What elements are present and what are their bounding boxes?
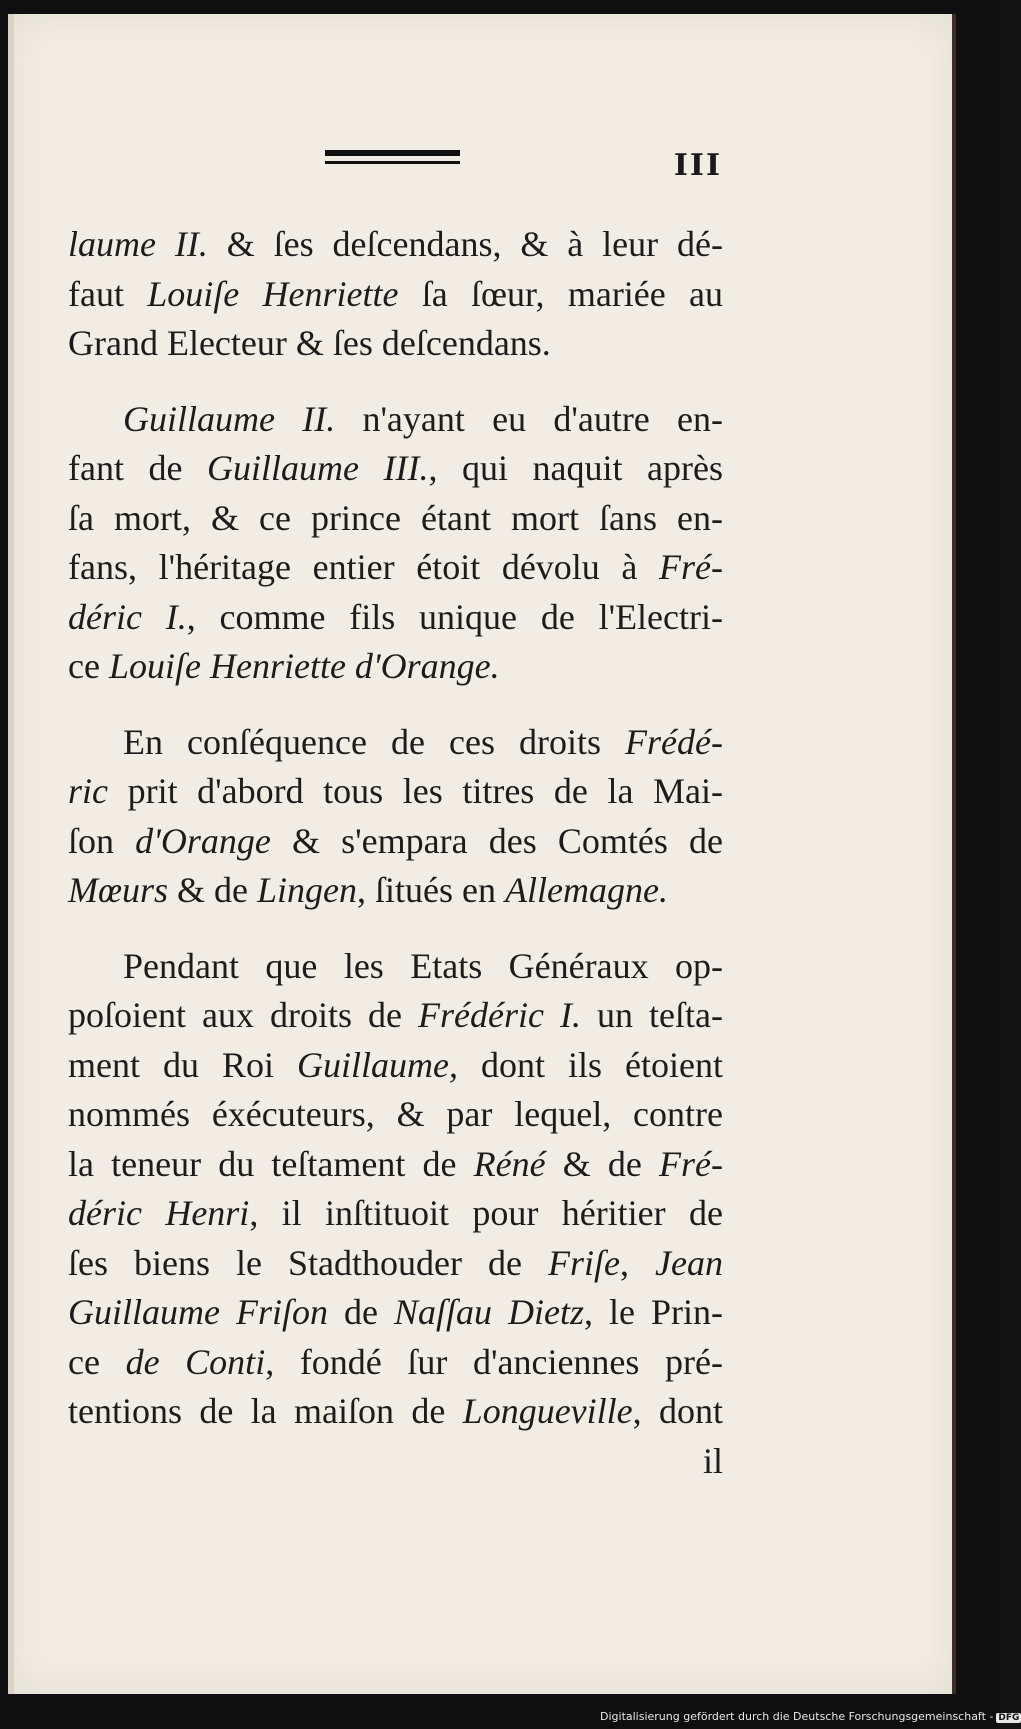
italic-run: Guillaume II. xyxy=(123,398,336,439)
text-run: , ſitués en xyxy=(357,870,506,910)
italic-run: Lingen xyxy=(257,870,358,910)
text-line xyxy=(68,1387,723,1437)
paragraph-gap xyxy=(68,916,723,942)
italic-run: Louiſe Henriette d'Orange. xyxy=(108,646,500,686)
page-edge-left xyxy=(8,14,14,1694)
text-run: , fondé ſur d'anciennes pré- xyxy=(265,1341,723,1382)
italic-run: Fré- xyxy=(659,547,723,587)
text-line xyxy=(68,444,723,494)
digitization-credit xyxy=(600,1710,1020,1727)
text-run: ſon xyxy=(68,820,136,861)
text-line xyxy=(68,319,723,369)
text-run: poſoient aux droits de xyxy=(68,995,419,1035)
italic-run: de Conti xyxy=(125,1341,266,1382)
text-run: , dont xyxy=(632,1391,723,1431)
italic-run: Longueville xyxy=(462,1391,633,1431)
text-run: ſa ſœur, mariée au xyxy=(398,273,724,314)
text-run: & s'empara des Comtés de xyxy=(270,820,723,861)
italic-run: Allemagne. xyxy=(505,870,668,910)
text-run: de xyxy=(328,1292,394,1332)
header-rule-thick xyxy=(325,150,460,156)
text-line xyxy=(68,395,723,445)
text-line xyxy=(68,767,723,817)
text-line xyxy=(68,593,723,643)
text-line xyxy=(68,220,723,270)
text-run: & de xyxy=(168,870,258,910)
text-line xyxy=(68,1239,723,1289)
text-run: & ſes deſcendans, & à leur dé- xyxy=(207,224,723,264)
text-run: la teneur du teſtament de xyxy=(68,1143,474,1184)
text-run: un teſta- xyxy=(581,995,724,1035)
text-run: tentions de la maiſon de xyxy=(68,1391,463,1431)
text-line xyxy=(68,1288,723,1338)
page-number: III xyxy=(673,148,722,183)
text-line xyxy=(68,494,723,544)
text-run: n'ayant eu d'autre en- xyxy=(335,398,723,439)
text-run: dont ils étoient xyxy=(458,1044,723,1085)
text-line xyxy=(68,642,723,692)
text-line xyxy=(68,1189,723,1239)
text-run: , xyxy=(620,1242,656,1283)
catchword: il xyxy=(702,1440,723,1481)
paragraph-gap xyxy=(68,692,723,718)
italic-run: Guillaume Friſon xyxy=(68,1292,328,1332)
italic-run: Fré- xyxy=(659,1143,723,1184)
italic-run: Frédéric I. xyxy=(418,995,582,1035)
italic-run: Mœurs xyxy=(68,870,169,910)
text-line xyxy=(68,718,723,768)
text-run: fant de xyxy=(68,448,207,488)
italic-run: laume II. xyxy=(68,224,208,264)
text-line xyxy=(68,942,723,992)
credit-text: Digitalisierung gefördert durch die Deutsche Forschungsgemeinschaft - xyxy=(600,1710,994,1723)
text-run: ce xyxy=(68,646,109,686)
text-run: , il inſtituoit pour héritier de xyxy=(249,1193,723,1233)
italic-run: Friſe xyxy=(548,1242,620,1283)
italic-run: déric I. xyxy=(68,596,187,637)
italic-run: Jean xyxy=(655,1242,723,1283)
text-line xyxy=(68,991,723,1041)
header-rule-thin xyxy=(325,161,460,164)
text-run: ſa mort, & ce prince étant mort ſans en- xyxy=(68,497,723,538)
text-run: En conſéquence de ces droits xyxy=(123,721,626,762)
text-run: nommés éxécuteurs, & par lequel, contre xyxy=(68,1094,723,1134)
italic-run: Réné xyxy=(473,1143,546,1184)
paragraph-gap xyxy=(68,369,723,395)
text-line xyxy=(68,1338,723,1388)
text-line xyxy=(68,543,723,593)
text-line xyxy=(68,866,723,916)
text-line xyxy=(68,1140,723,1190)
text-run: Grand Electeur & ſes deſcendans. xyxy=(68,323,551,363)
text-run: ſes biens le Stadthouder de xyxy=(68,1242,549,1283)
body-text xyxy=(68,220,723,1486)
italic-run: d'Orange xyxy=(135,820,271,861)
text-run: , comme fils unique de l'Electri- xyxy=(186,596,723,637)
text-run: & de xyxy=(545,1143,660,1184)
text-run: ce xyxy=(68,1341,126,1382)
italic-run: Naſſau Dietz xyxy=(394,1292,585,1332)
text-run: faut xyxy=(68,273,148,314)
text-run: ment du Roi xyxy=(68,1044,298,1085)
header-rule xyxy=(325,150,460,165)
text-line xyxy=(68,270,723,320)
text-run: , le Prin- xyxy=(584,1292,724,1332)
dfg-badge: DFG xyxy=(998,1713,1020,1723)
text-line xyxy=(68,1041,723,1091)
text-run: , qui naquit après xyxy=(428,448,723,488)
text-line xyxy=(68,817,723,867)
italic-run: Guillaume, xyxy=(297,1044,458,1085)
text-run: prit d'abord tous les titres de la Mai- xyxy=(108,771,723,811)
text-line xyxy=(68,1090,723,1140)
italic-run: déric Henri xyxy=(68,1193,250,1233)
italic-run: Guillaume III. xyxy=(207,448,429,488)
page-edge-right xyxy=(952,14,956,1694)
italic-run: Louiſe Henriette xyxy=(147,273,399,314)
text-run: Pendant que les Etats Généraux op- xyxy=(123,945,723,986)
text-run: fans, l'héritage entier étoit dévolu à xyxy=(68,547,660,587)
italic-run: ric xyxy=(68,771,108,811)
italic-run: Frédé- xyxy=(625,721,723,762)
